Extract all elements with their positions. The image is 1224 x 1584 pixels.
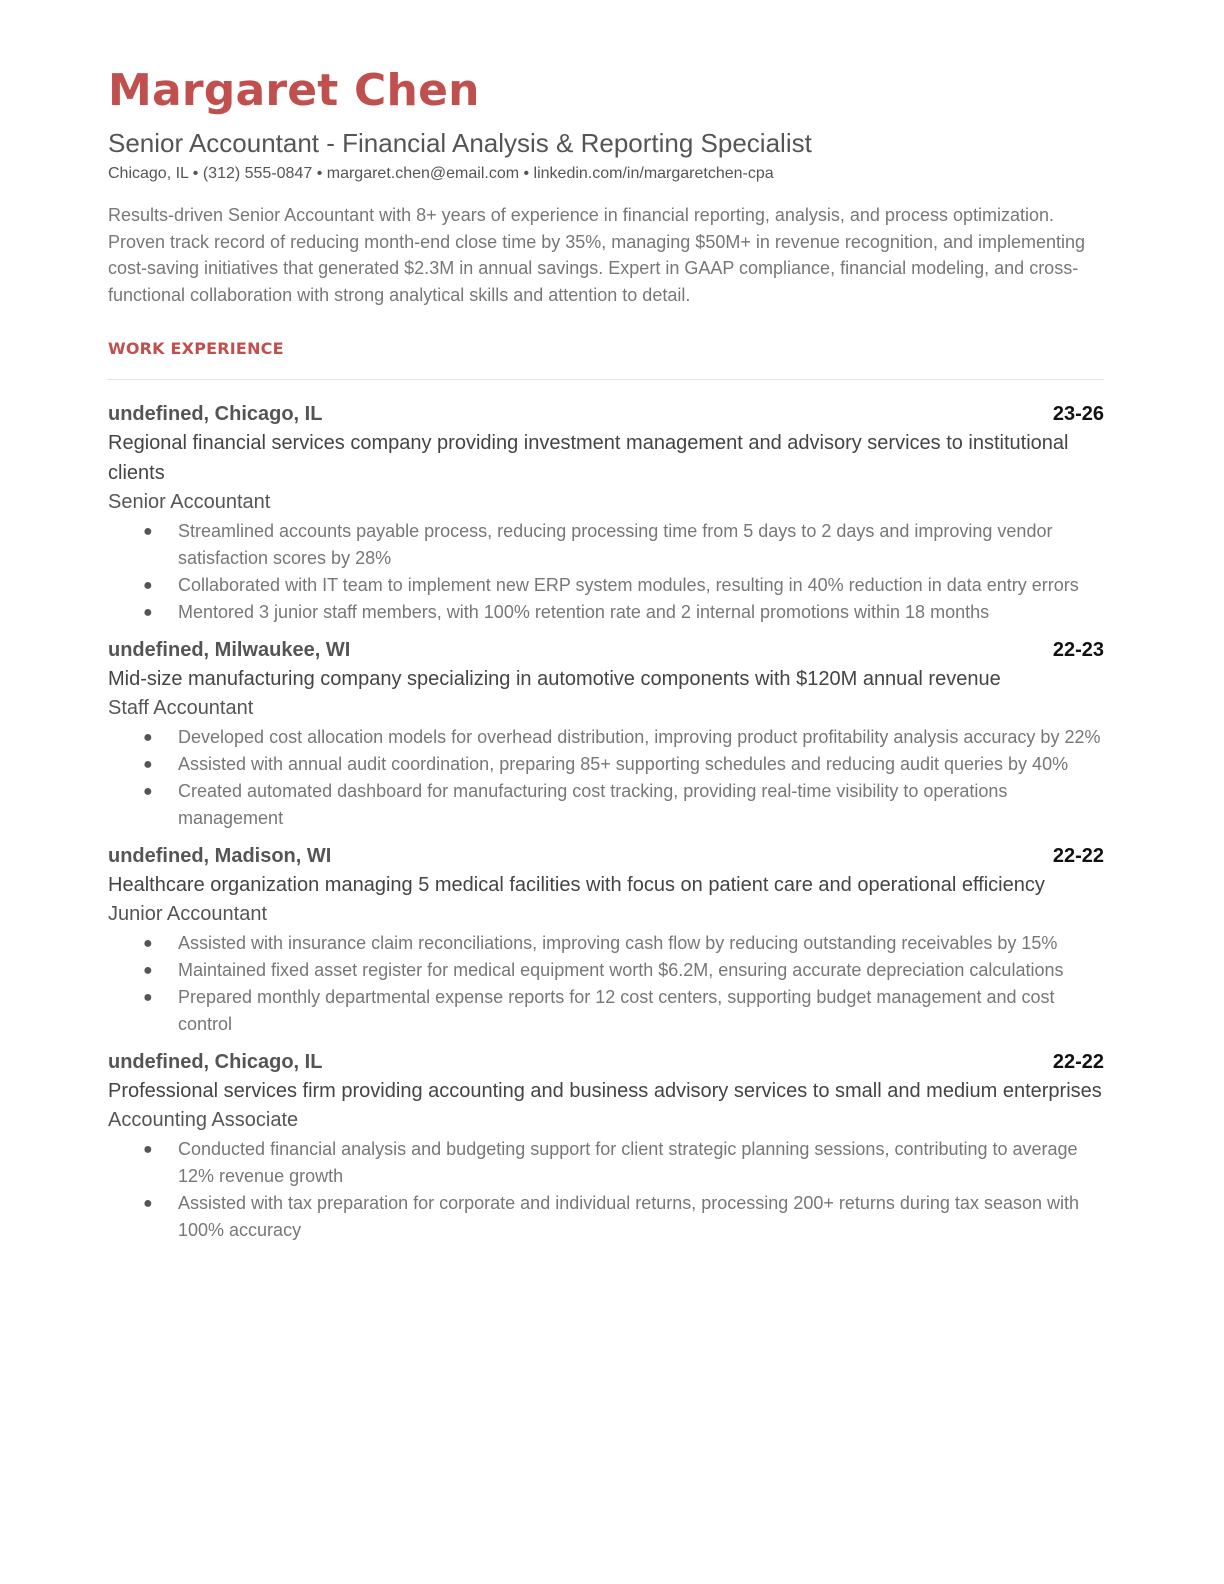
- job-role: Senior Accountant: [108, 491, 271, 514]
- contact-info: Chicago, IL • (312) 555-0847 • margaret.chen@email.com • linkedin.com/in/margaretchen-cpa: [108, 165, 774, 182]
- job-role: Staff Accountant: [108, 697, 254, 720]
- job-bullet: [143, 930, 1104, 957]
- job-bullet-text: Created automated dashboard for manufacturing cost tracking, providing real-time visibility to operations management: [178, 780, 1008, 828]
- job-dates: 22-22: [1052, 844, 1104, 867]
- job-entry: [108, 400, 1104, 626]
- job-dates: 22-23: [1052, 638, 1104, 661]
- job-bullet-text: Assisted with tax preparation for corporate and individual returns, processing 200+ returns during tax season with 100% accuracy: [178, 1192, 1079, 1240]
- job-bullet: [143, 751, 1104, 778]
- job-bullet: [143, 518, 1104, 572]
- work-experience-list: [108, 400, 1104, 1244]
- job-company-description: Regional financial services company providing investment management and advisory services to institutional clients: [108, 432, 1069, 484]
- job-bullet-text: Assisted with annual audit coordination, preparing 85+ supporting schedules and reducing audit queries by 40%: [178, 753, 1069, 774]
- bullet-icon: ●: [143, 1194, 153, 1212]
- job-dates: 22-22: [1052, 1050, 1104, 1073]
- job-header: [108, 842, 1104, 871]
- job-company: undefined, Chicago, IL: [108, 403, 323, 426]
- bullet-icon: ●: [143, 961, 153, 979]
- job-bullets: [108, 518, 1104, 626]
- candidate-name: Margaret Chen: [108, 65, 480, 116]
- bullet-icon: ●: [143, 755, 153, 773]
- job-bullets: [108, 1136, 1104, 1244]
- bullet-icon: ●: [143, 728, 153, 746]
- job-bullet: [143, 778, 1104, 832]
- job-header: [108, 636, 1104, 665]
- job-company: undefined, Madison, WI: [108, 844, 332, 867]
- job-company: undefined, Milwaukee, WI: [108, 638, 351, 661]
- job-role: Accounting Associate: [108, 1109, 299, 1132]
- job-header: [108, 1048, 1104, 1077]
- headline: Senior Accountant - Financial Analysis & Reporting Specialist: [108, 128, 812, 158]
- bullet-icon: ●: [143, 988, 153, 1006]
- job-bullet: [143, 984, 1104, 1038]
- job-header: [108, 400, 1104, 429]
- job-bullet: [143, 957, 1104, 984]
- job-role: Junior Accountant: [108, 903, 267, 926]
- job-bullet: [143, 1136, 1104, 1190]
- job-dates: 23-26: [1052, 403, 1104, 426]
- job-entry: [108, 842, 1104, 1038]
- bullet-icon: ●: [143, 1140, 153, 1158]
- job-bullet: [143, 599, 1104, 626]
- job-bullet: [143, 1190, 1104, 1244]
- job-bullet: [143, 572, 1104, 599]
- job-bullet-text: Mentored 3 junior staff members, with 100% retention rate and 2 internal promotions within 18 months: [178, 601, 990, 622]
- job-company-description: Professional services firm providing accounting and business advisory services to small and medium enterprises: [108, 1079, 1102, 1102]
- section-divider: [108, 379, 1104, 380]
- job-bullet-text: Prepared monthly departmental expense reports for 12 cost centers, supporting budget management and cost control: [178, 986, 1055, 1034]
- bullet-icon: ●: [143, 603, 153, 621]
- bullet-icon: ●: [143, 934, 153, 952]
- resume-page: [108, 60, 1104, 1254]
- job-company: undefined, Chicago, IL: [108, 1050, 323, 1073]
- job-bullet-text: Conducted financial analysis and budgeting support for client strategic planning sessions, contributing to average 12% revenue growth: [178, 1138, 1078, 1186]
- bullet-icon: ●: [143, 782, 153, 800]
- job-bullet-text: Assisted with insurance claim reconciliations, improving cash flow by reducing outstanding receivables by 15%: [178, 932, 1058, 953]
- section-title-work-experience: WORK EXPERIENCE: [108, 339, 284, 359]
- job-bullets: [108, 930, 1104, 1038]
- bullet-icon: ●: [143, 576, 153, 594]
- job-bullets: [108, 724, 1104, 832]
- job-bullet-text: Collaborated with IT team to implement new ERP system modules, resulting in 40% reduction in data entry errors: [178, 574, 1079, 595]
- job-bullet-text: Streamlined accounts payable process, reducing processing time from 5 days to 2 days and improving vendor satisfaction scores by 28%: [178, 520, 1053, 568]
- job-company-description: Mid-size manufacturing company specializing in automotive components with $120M annual revenue: [108, 667, 1001, 690]
- professional-summary: Results-driven Senior Accountant with 8+ years of experience in financial reporting, analysis, and process optimization. Proven track record of reducing month-end close time by 35%, managing $50M+ in revenue recognition, and implementing cost-saving initiatives that generated $2.3M in annual savings. Expert in GAAP compliance, financial modeling, and cross-functional collaboration with strong analytical skills and attention to detail.: [108, 205, 1086, 305]
- job-entry: [108, 1048, 1104, 1244]
- bullet-icon: ●: [143, 522, 153, 540]
- job-company-description: Healthcare organization managing 5 medical facilities with focus on patient care and operational efficiency: [108, 873, 1045, 896]
- job-entry: [108, 636, 1104, 832]
- job-bullet-text: Maintained fixed asset register for medical equipment worth $6.2M, ensuring accurate depreciation calculations: [178, 959, 1064, 980]
- job-bullet-text: Developed cost allocation models for overhead distribution, improving product profitability analysis accuracy by 22%: [178, 726, 1101, 747]
- job-bullet: [143, 724, 1104, 751]
